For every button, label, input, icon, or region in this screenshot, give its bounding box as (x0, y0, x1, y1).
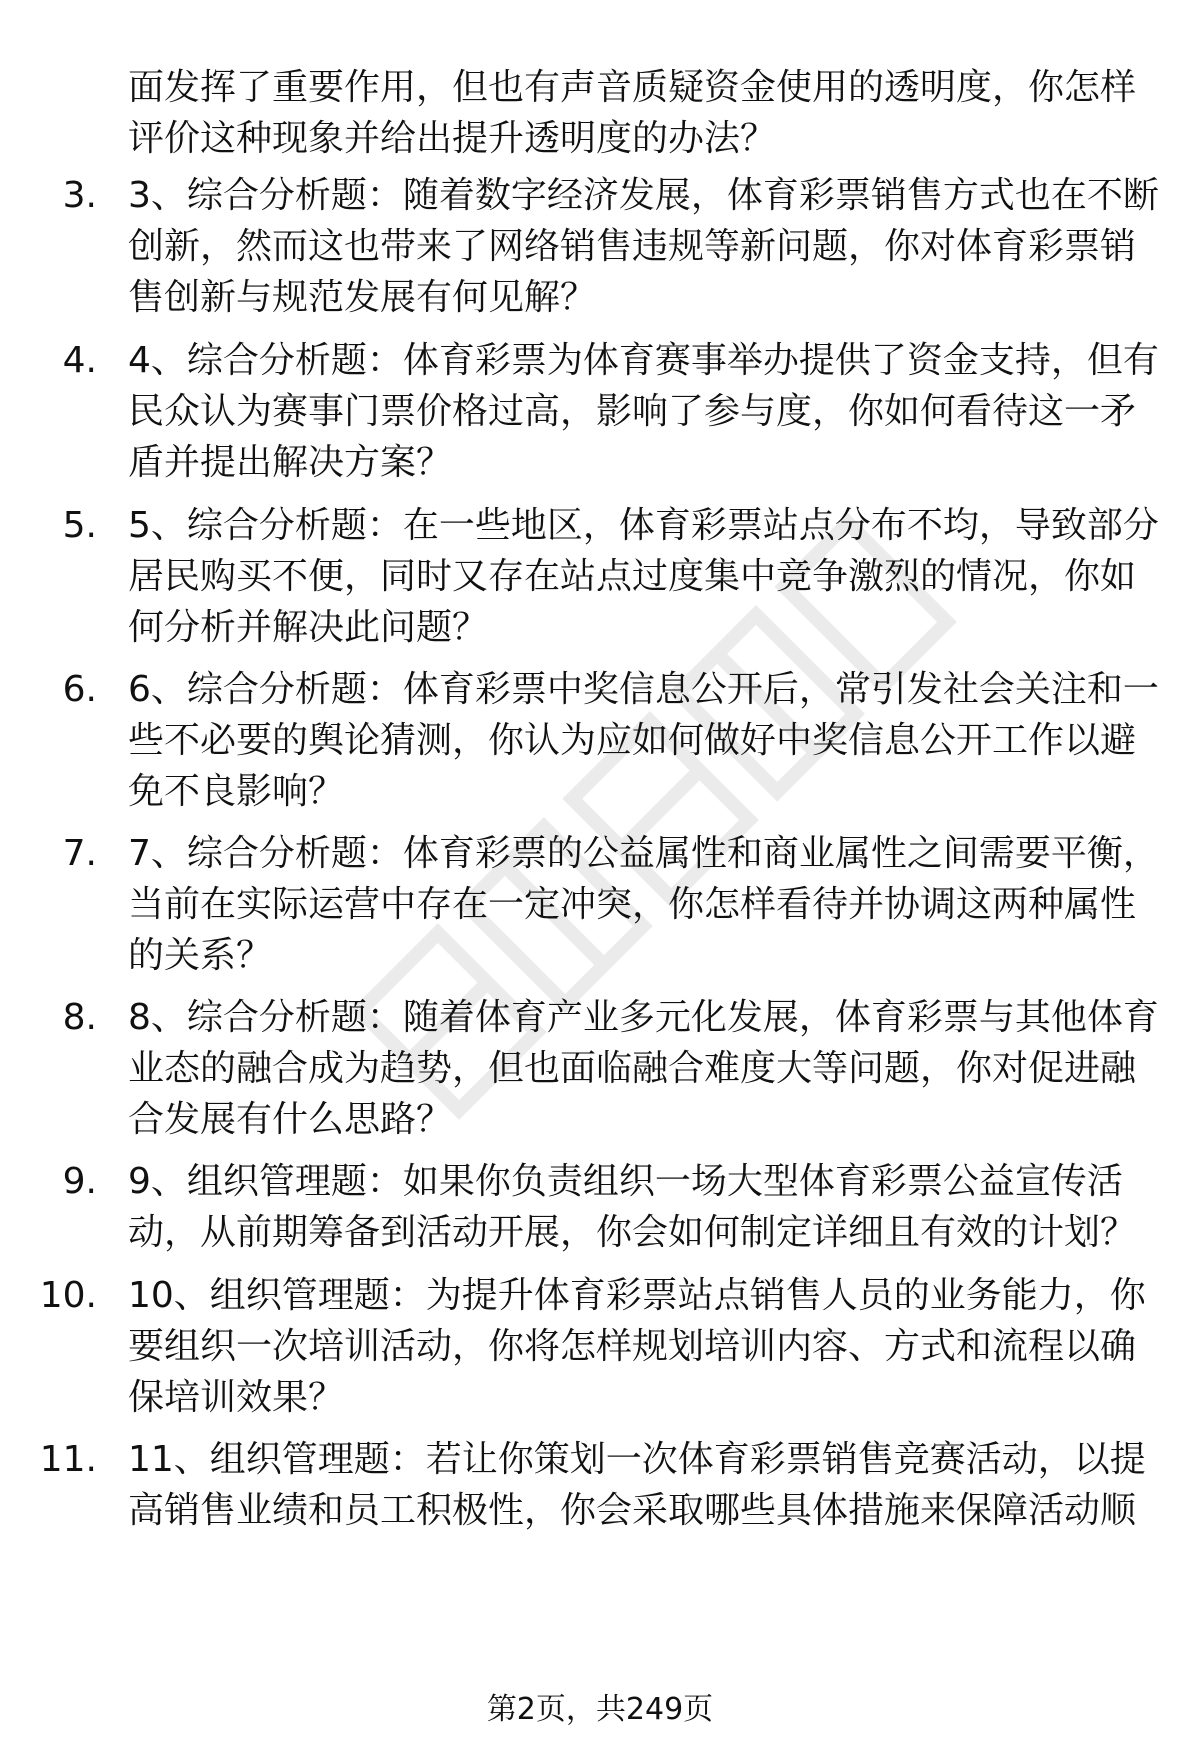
item-text: 11、组织管理题：若让你策划一次体育彩票销售竞赛活动，以提高销售业绩和员工积极性，你会采取哪些具体措施来保障活动顺 (128, 1439, 1146, 1531)
item-text: 8、综合分析题：随着体育产业多元化发展，体育彩票与其他体育业态的融合成为趋势，但也面临融合难度大等问题，你对促进融合发展有什么思路？ (128, 997, 1159, 1140)
page-footer: 第2页，共249页 (486, 1692, 714, 1727)
item-number: 3. (62, 175, 97, 216)
item-text: 5、综合分析题：在一些地区，体育彩票站点分布不均，导致部分居民购买不便，同时又存在站点过度集中竞争激烈的情况，你如何分析并解决此问题？ (128, 505, 1159, 648)
item-text: 6、综合分析题：体育彩票中奖信息公开后，常引发社会关注和一些不必要的舆论猜测，你认为应如何做好中奖信息公开工作以避免不良影响？ (128, 669, 1159, 812)
item-number: 5. (62, 505, 97, 546)
item-number: 6. (62, 669, 97, 710)
item-number: 11. (39, 1439, 97, 1480)
item-number: 7. (62, 833, 97, 874)
item-number: 8. (62, 997, 97, 1038)
item-text: 3、综合分析题：随着数字经济发展，体育彩票销售方式也在不断创新，然而这也带来了网络销售违规等新问题，你对体育彩票销售创新与规范发展有何见解？ (128, 175, 1159, 318)
item-text: 10、组织管理题：为提升体育彩票站点销售人员的业务能力，你要组织一次培训活动，你将怎样规划培训内容、方式和流程以确保培训效果？ (128, 1275, 1146, 1418)
continuation-text: 面发挥了重要作用，但也有声音质疑资金使用的透明度，你怎样评价这种现象并给出提升透明度的办法？ (128, 67, 1137, 159)
item-number: 10. (39, 1275, 97, 1316)
item-text: 9、组织管理题：如果你负责组织一场大型体育彩票公益宣传活动，从前期筹备到活动开展，你会如何制定详细且有效的计划？ (128, 1161, 1137, 1253)
item-number: 9. (62, 1161, 97, 1202)
item-text: 4、综合分析题：体育彩票为体育赛事举办提供了资金支持，但有民众认为赛事门票价格过高，影响了参与度，你如何看待这一矛盾并提出解决方案？ (128, 340, 1159, 483)
item-number: 4. (62, 340, 97, 381)
item-text: 7、综合分析题：体育彩票的公益属性和商业属性之间需要平衡，当前在实际运营中存在一定冲突，你怎样看待并协调这两种属性的关系？ (128, 833, 1159, 976)
